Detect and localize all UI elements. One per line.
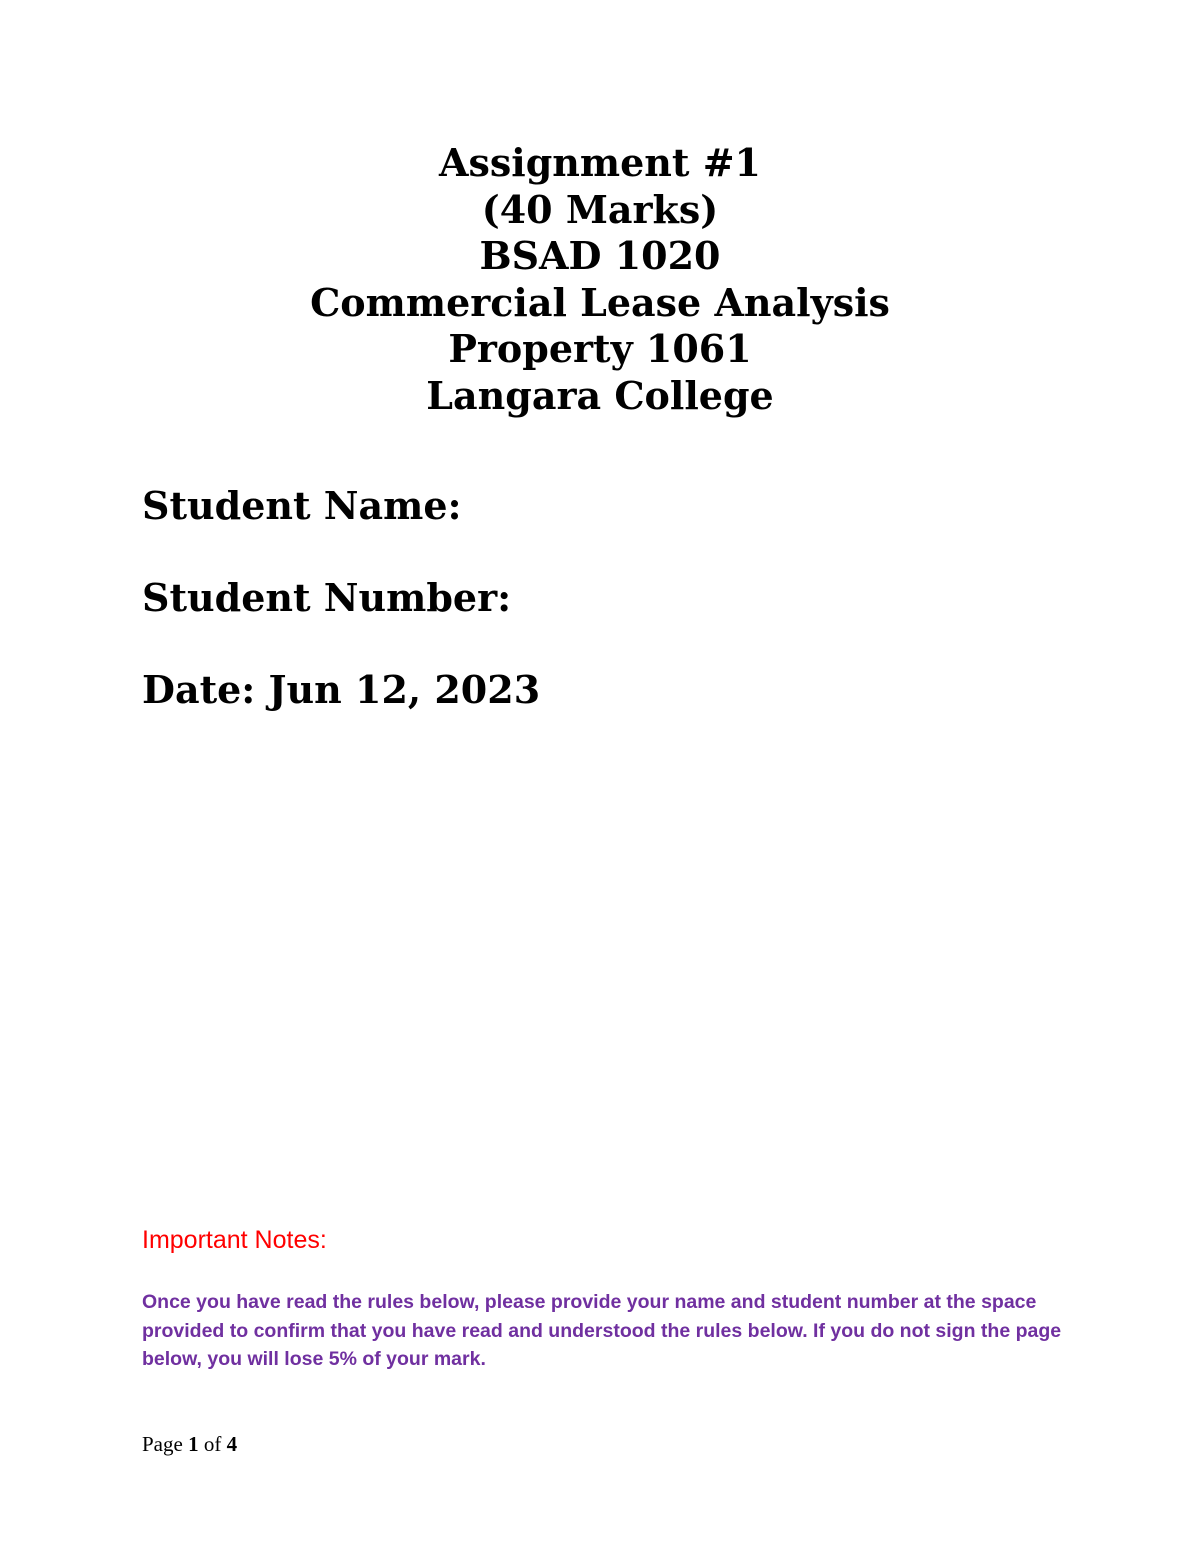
institution-name: Langara College <box>426 372 774 418</box>
important-notes-heading: Important Notes: <box>142 1226 327 1254</box>
page-footer <box>142 1430 237 1458</box>
title-block <box>0 140 1200 419</box>
footer-current-page: 1 <box>188 1432 199 1456</box>
assignment-subject: Commercial Lease Analysis <box>310 279 890 325</box>
footer-of-word: of <box>203 1432 222 1456</box>
assignment-title: Assignment #1 <box>439 140 761 185</box>
property-id: Property 1061 <box>448 326 752 371</box>
footer-page-word: Page <box>142 1432 183 1456</box>
footer-total-pages: 4 <box>226 1432 238 1456</box>
course-code: BSAD 1020 <box>479 233 721 278</box>
date-field: Date: Jun 12, 2023 <box>142 667 541 712</box>
student-number-field: Student Number: <box>142 575 512 620</box>
student-name-field: Student Name: <box>142 483 462 528</box>
marks-line: (40 Marks) <box>481 186 719 232</box>
important-notes-body: Once you have read the rules below, please provide your name and student number at the space provided to confirm that you have read and understood the rules below. If you do not sign the page below, you will lose 5% of your mark. <box>142 1291 1062 1370</box>
